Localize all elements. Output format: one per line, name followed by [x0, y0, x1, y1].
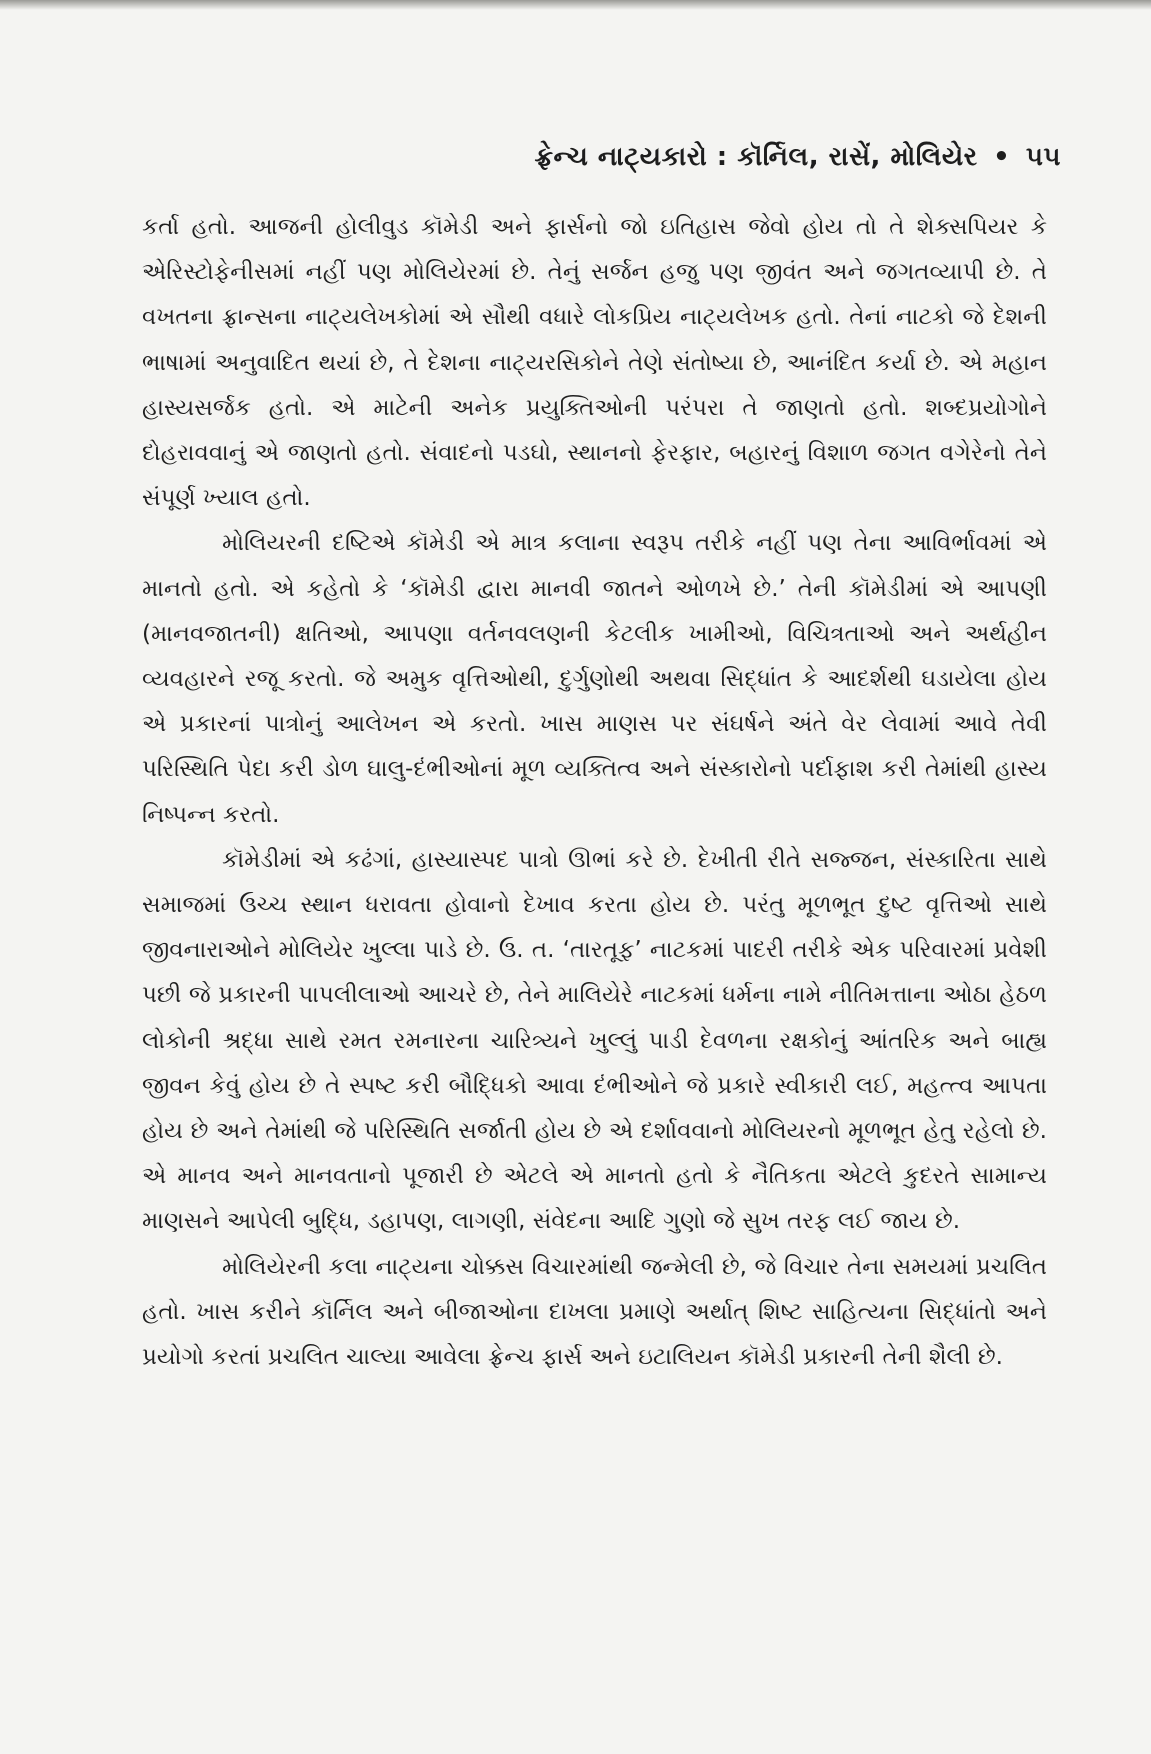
paragraph-2: મોલિયરની દષ્ટિએ કૉમેડી એ માત્ર કલાના સ્વરૂપ તરીકે નહીં પણ તેના આવિર્ભાવમાં એ માનતો હતો. એ કહેતો કે ‘કૉમેડી દ્વારા માનવી જાતને ઓળખે છે.’ તેની કૉમેડીમાં એ આપણી (માનવજાતની) ક્ષતિઓ, આપણા વર્તનવલણની કેટલીક ખામીઓ, વિચિત્રતાઓ અને અર્થહીન વ્યવહારને રજૂ કરતો. જે અમુક વૃત્તિઓથી, દુર્ગુણોથી અથવા સિદ્ધાંત કે આદર્શથી ઘડાયેલા હોય એ પ્રકારનાં પાત્રોનું આલેખન એ કરતો. ખાસ માણસ પર સંઘર્ષને અંતે વેર લેવામાં આવે તેવી પરિસ્થિતિ પેદા કરી ડોળ ઘાલુ-દંભીઓનાં મૂળ વ્યક્તિત્વ અને સંસ્કારોનો પર્દાફાશ કરી તેમાંથી હાસ્ય નિષ્પન્ન કરતો. — [142, 530, 1047, 828]
paragraph-4: મોલિયેરની કલા નાટ્યના ચોક્કસ વિચારમાંથી જન્મેલી છે, જે વિચાર તેના સમયમાં પ્રચલિત હતો. ખાસ કરીને કૉર્નિલ અને બીજાઓના દાખલા પ્રમાણે અર્થાત્ શિષ્ટ સાહિત્યના સિદ્ધાંતો અને પ્રયોગો કરતાં પ્રચલિત ચાલ્યા આવેલા ફ્રેન્ચ ફાર્સ અને ઇટાલિયન કૉમેડી પ્રકારની તેની શૈલી છે. — [142, 1253, 1047, 1371]
paragraph-3: કૉમેડીમાં એ કઢંગાં, હાસ્યાસ્પદ પાત્રો ઊભાં કરે છે. દેખીતી રીતે સજ્જન, સંસ્કારિતા સાથે સમાજમાં ઉચ્ચ સ્થાન ધરાવતા હોવાનો દેખાવ કરતા હોય છે. પરંતુ મૂળભૂત દુષ્ટ વૃત્તિઓ સાથે જીવનારાઓને મોલિયેર ખુલ્લા પાડે છે. ઉ. ત. ‘તારતૂફ’ નાટકમાં પાદરી તરીકે એક પરિવારમાં પ્રવેશી પછી જે પ્રકારની પાપલીલાઓ આચરે છે, તેને માલિયેરે નાટકમાં ધર્મના નામે નીતિમત્તાના ઓઠા હેઠળ લોકોની શ્રદ્ધા સાથે રમત રમનારના ચારિત્ર્યને ખુલ્લું પાડી દેવળના રક્ષકોનું આંતરિક અને બાહ્ય જીવન કેવું હોય છે તે સ્પષ્ટ કરી બૌદ્ધિકો આવા દંભીઓને જે પ્રકારે સ્વીકારી લઈ, મહત્ત્વ આપતા હોય છે અને તેમાંથી જે પરિસ્થિતિ સર્જાતી હોય છે એ દર્શાવવાનો મોલિયરનો મૂળભૂત હેતુ રહેલો છે. એ માનવ અને માનવતાનો પૂજારી છે એટલે એ માનતો હતો કે નૈતિકતા એટલે કુદરતે સામાન્ય માણસને આપેલી બુદ્ધિ, ડહાપણ, લાગણી, સંવેદના આદિ ગુણો જે સુખ તરફ લઈ જાય છે. — [142, 846, 1047, 1235]
running-header — [534, 142, 1061, 173]
header-bullet: • — [993, 142, 1011, 172]
page-number: ૫૫ — [1025, 142, 1061, 172]
page-edge-shadow — [0, 0, 1151, 10]
body-text — [142, 205, 1047, 1380]
paragraph-1: કર્તા હતો. આજની હોલીવુડ કૉમેડી અને ફાર્સનો જો ઇતિહાસ જેવો હોય તો તે શેક્સપિયર કે એરિસ્ટોફેનીસમાં નહીં પણ મોલિયેરમાં છે. તેનું સર્જન હજુ પણ જીવંત અને જગતવ્યાપી છે. તે વખતના ફ્રાન્સના નાટ્યલેખકોમાં એ સૌથી વધારે લોકપ્રિય નાટ્યલેખક હતો. તેનાં નાટકો જે દેશની ભાષામાં અનુવાદિત થયાં છે, તે દેશના નાટ્યરસિકોને તેણે સંતોષ્યા છે, આનંદિત કર્યા છે. એ મહાન હાસ્યસર્જક હતો. એ માટેની અનેક પ્રયુક્તિઓની પરંપરા તે જાણતો હતો. શબ્દપ્રયોગોને દોહરાવવાનું એ જાણતો હતો. સંવાદનો પડઘો, સ્થાનનો ફેરફાર, બહારનું વિશાળ જગત વગેરેનો તેને સંપૂર્ણ ખ્યાલ હતો. — [142, 214, 1047, 512]
running-title: ફ્રેન્ચ નાટ્યકારો : કૉર્નિલ, રાસેં, મોલિયેર — [534, 142, 978, 172]
